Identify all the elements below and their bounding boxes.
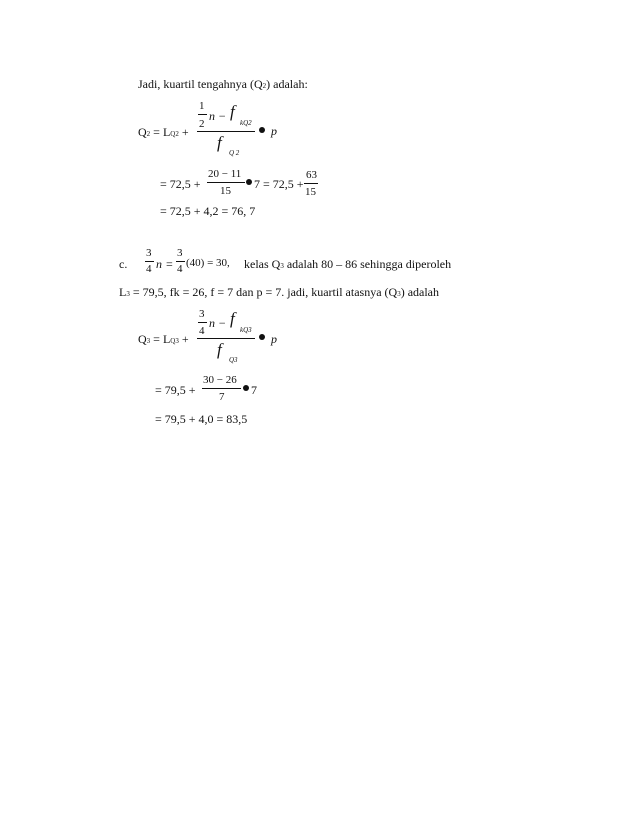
q2-coef-bar: [198, 114, 207, 115]
q3-eq: =: [166, 257, 173, 271]
q3-line2: L3 = 79,5, fk = 26, f = 7 dan p = 7. jadi, kuartil atasnya (Q3) adalah: [119, 285, 440, 299]
q3-step1-frac-den: 7: [219, 391, 225, 403]
q2-step1-prefix: = 72,5 +: [160, 177, 201, 191]
q2-step1-frac-den: 15: [220, 185, 231, 197]
q2-intro: Jadi, kuartil tengahnya (Q2) adalah:: [138, 77, 308, 91]
q3-frac2-bar: [176, 261, 185, 262]
q3-step1-frac-num: 30 − 26: [203, 374, 237, 386]
q2-fq: f: [217, 133, 222, 152]
q3-formula-lhs: Q3 = LQ3 +: [138, 332, 189, 346]
q2-step1-frac2-num: 63: [306, 169, 317, 181]
q3-frac2-den: 4: [177, 263, 183, 275]
q3-fk-sub: kQ3: [240, 326, 252, 334]
q2-step1-frac-num: 20 − 11: [208, 168, 242, 180]
q3-frac2-num: 3: [177, 247, 183, 259]
q2-formula-lhs: Q2 = LQ2 +: [138, 125, 189, 139]
q3-label: c.: [119, 257, 128, 271]
q2-fk-sub: kQ2: [240, 119, 252, 127]
q2-step1-frac2-den: 15: [305, 186, 316, 198]
q3-fq-sub: Q3: [229, 356, 238, 364]
q2-step1-mid: 7 = 72,5 +: [254, 177, 304, 191]
q2-fq-sub: Q 2: [229, 149, 240, 157]
q3-frac-num: 3: [146, 247, 152, 259]
q2-step1-frac-bar: [207, 182, 245, 183]
q3-fk: f: [230, 309, 235, 328]
multiply-dot-icon: [259, 127, 265, 133]
q3-frac-den: 4: [146, 263, 152, 275]
q3-n: n: [156, 257, 162, 271]
q3-coef-den: 4: [199, 325, 205, 337]
q3-paren: (40) = 30,: [186, 257, 230, 269]
q3-fq: f: [217, 340, 222, 359]
q2-coef-num: 1: [199, 100, 205, 112]
multiply-dot-icon: [243, 385, 249, 391]
q3-step1-prefix: = 79,5 +: [155, 383, 196, 397]
q2-fk: f: [230, 102, 235, 121]
q2-n-minus: n −: [209, 109, 227, 123]
q2-p: p: [271, 124, 277, 138]
q2-coef-den: 2: [199, 118, 205, 130]
q3-text: kelas Q3 adalah 80 – 86 sehingga diperoleh: [244, 257, 452, 271]
q2-step1-frac2-bar: [304, 183, 318, 184]
q3-coef-num: 3: [199, 308, 205, 320]
q3-main-bar: [197, 338, 255, 339]
q2-main-bar: [197, 131, 255, 132]
q2-step2: = 72,5 + 4,2 = 76, 7: [160, 204, 256, 218]
q3-p: p: [271, 332, 277, 346]
q3-coef-bar: [198, 322, 207, 323]
q3-step1-frac-bar: [202, 388, 241, 389]
multiply-dot-icon: [259, 334, 265, 340]
q3-step2: = 79,5 + 4,0 = 83,5: [155, 412, 248, 426]
multiply-dot-icon: [246, 179, 252, 185]
q3-step1-end: 7: [251, 383, 257, 397]
q3-frac-bar: [145, 261, 154, 262]
q3-n-minus: n −: [209, 316, 227, 330]
